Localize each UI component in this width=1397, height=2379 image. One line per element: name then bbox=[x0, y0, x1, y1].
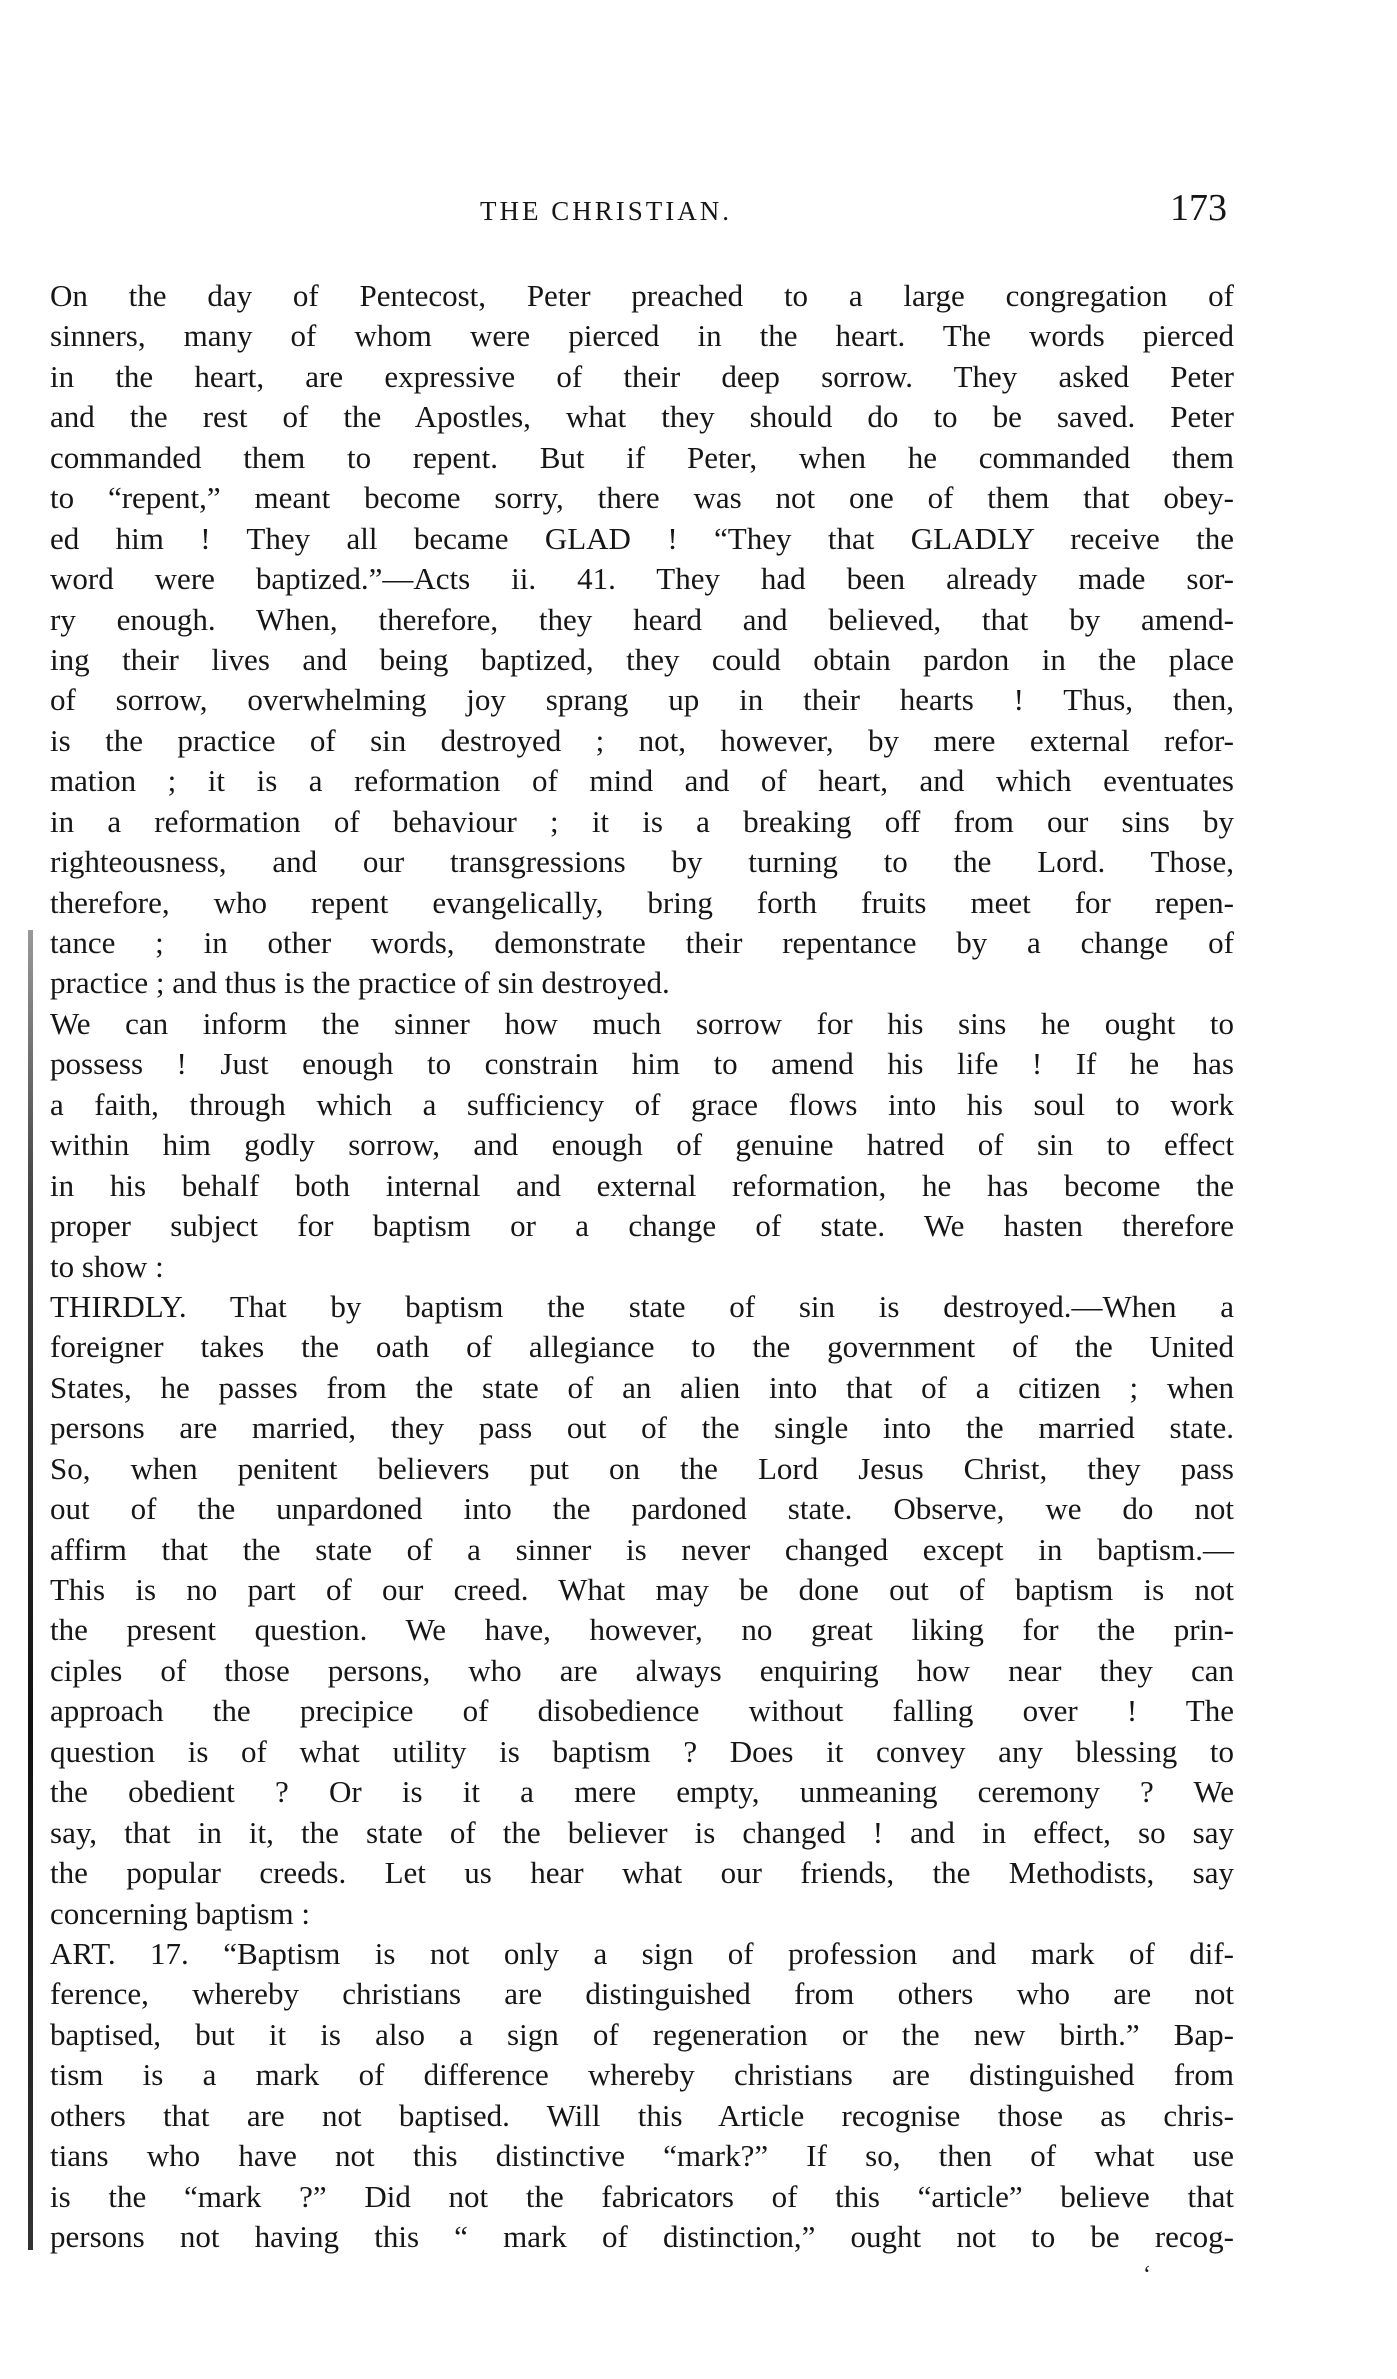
text-line: and the rest of the Apostles, what they should do to be saved. Peter bbox=[50, 399, 1234, 435]
text-line: mation ; it is a reformation of mind and of heart, and which eventuates bbox=[50, 763, 1234, 799]
text-line: to show : bbox=[50, 1248, 164, 1284]
text-line: in a reformation of behaviour ; it is a breaking off from our sins by bbox=[50, 803, 1234, 839]
text-line: So, when penitent believers put on the Lord Jesus Christ, they pass bbox=[50, 1450, 1234, 1486]
text-line: ry enough. When, therefore, they heard and believed, that by amend- bbox=[50, 601, 1234, 637]
text-line: States, he passes from the state of an alien into that of a citizen ; when bbox=[50, 1369, 1234, 1405]
page-number: 173 bbox=[1170, 187, 1227, 229]
text-line: possess ! Just enough to constrain him to amend his life ! If he has bbox=[50, 1046, 1234, 1082]
text-line: ed him ! They all became GLAD ! “They that GLADLY receive the bbox=[50, 520, 1234, 556]
running-title: THE CHRISTIAN. bbox=[480, 196, 732, 226]
text-line: within him godly sorrow, and enough of genuine hatred of sin to effect bbox=[50, 1127, 1234, 1163]
text-line: proper subject for baptism or a change of state. We hasten therefore bbox=[50, 1208, 1234, 1244]
binding-gutter-shadow bbox=[28, 930, 33, 2250]
text-line: to “repent,” meant become sorry, there was not one of them that obey- bbox=[50, 480, 1234, 516]
text-line: This is no part of our creed. What may be done out of baptism is not bbox=[50, 1572, 1234, 1607]
text-line: ART. 17. “Baptism is not only a sign of profession and mark of dif- bbox=[50, 1935, 1234, 1971]
page-header bbox=[40, 186, 1240, 236]
text-line: in his behalf both internal and external reformation, he has become the bbox=[50, 1167, 1234, 1203]
text-line: ing their lives and being baptized, they could obtain pardon in the place bbox=[50, 641, 1234, 677]
text-line: out of the unpardoned into the pardoned state. Observe, we do not bbox=[50, 1491, 1234, 1527]
text-line: baptised, but it is also a sign of regeneration or the new birth.” Bap- bbox=[50, 2016, 1234, 2052]
text-line: tance ; in other words, demonstrate their repentance by a change of bbox=[50, 925, 1234, 960]
text-line: We can inform the sinner how much sorrow for his sins he ought to bbox=[50, 1005, 1234, 1041]
text-line: is the “mark ?” Did not the fabricators of this “article” believe that bbox=[50, 2178, 1234, 2214]
text-line: concerning baptism : bbox=[50, 1895, 310, 1931]
text-line: affirm that the state of a sinner is never changed except in baptism.— bbox=[50, 1531, 1234, 1567]
text-line: word were baptized.”—Acts ii. 41. They had been already made sor- bbox=[50, 561, 1234, 597]
text-line: persons are married, they pass out of the single into the married state. bbox=[50, 1410, 1234, 1446]
text-line: THIRDLY. That by baptism the state of sin is destroyed.—When a bbox=[50, 1288, 1234, 1324]
text-line: the popular creeds. Let us hear what our friends, the Methodists, say bbox=[50, 1855, 1234, 1891]
text-line: a faith, through which a sufficiency of grace flows into his soul to work bbox=[50, 1086, 1234, 1122]
text-line: persons not having this “ mark of distinction,” ought not to be recog- bbox=[50, 2219, 1234, 2254]
text-line: ference, whereby christians are distinguished from others who are not bbox=[50, 1976, 1234, 2012]
body-text bbox=[50, 276, 1234, 2257]
text-line: ciples of those persons, who are always enquiring how near they can bbox=[50, 1652, 1234, 1688]
text-line: sinners, many of whom were pierced in the heart. The words pierced bbox=[50, 318, 1234, 354]
text-line: On the day of Pentecost, Peter preached to a large congregation of bbox=[50, 278, 1234, 313]
text-line: the obedient ? Or is it a mere empty, unmeaning ceremony ? We bbox=[50, 1774, 1234, 1810]
text-line: commanded them to repent. But if Peter, when he commanded them bbox=[50, 439, 1234, 475]
text-line: therefore, who repent evangelically, bring forth fruits meet for repen- bbox=[50, 884, 1234, 920]
text-line: of sorrow, overwhelming joy sprang up in their hearts ! Thus, then, bbox=[50, 682, 1234, 718]
text-line: righteousness, and our transgressions by turning to the Lord. Those, bbox=[50, 844, 1234, 880]
text-line: in the heart, are expressive of their deep sorrow. They asked Peter bbox=[50, 358, 1234, 394]
footer-signature-mark: ‘ bbox=[1143, 2262, 1151, 2288]
text-line: tism is a mark of difference whereby christians are distinguished from bbox=[50, 2057, 1234, 2093]
text-line: question is of what utility is baptism ? Does it convey any blessing to bbox=[50, 1733, 1234, 1769]
text-line: is the practice of sin destroyed ; not, however, by mere external refor- bbox=[50, 722, 1234, 758]
text-line: the present question. We have, however, no great liking for the prin- bbox=[50, 1612, 1234, 1648]
text-line: others that are not baptised. Will this Article recognise those as chris- bbox=[50, 2097, 1234, 2133]
text-line: tians who have not this distinctive “mark?” If so, then of what use bbox=[50, 2138, 1234, 2174]
text-line: approach the precipice of disobedience without falling over ! The bbox=[50, 1693, 1234, 1729]
text-line: foreigner takes the oath of allegiance to the government of the United bbox=[50, 1329, 1234, 1365]
text-line: say, that in it, the state of the believer is changed ! and in effect, so say bbox=[50, 1814, 1234, 1850]
text-line: practice ; and thus is the practice of sin destroyed. bbox=[50, 965, 670, 1001]
